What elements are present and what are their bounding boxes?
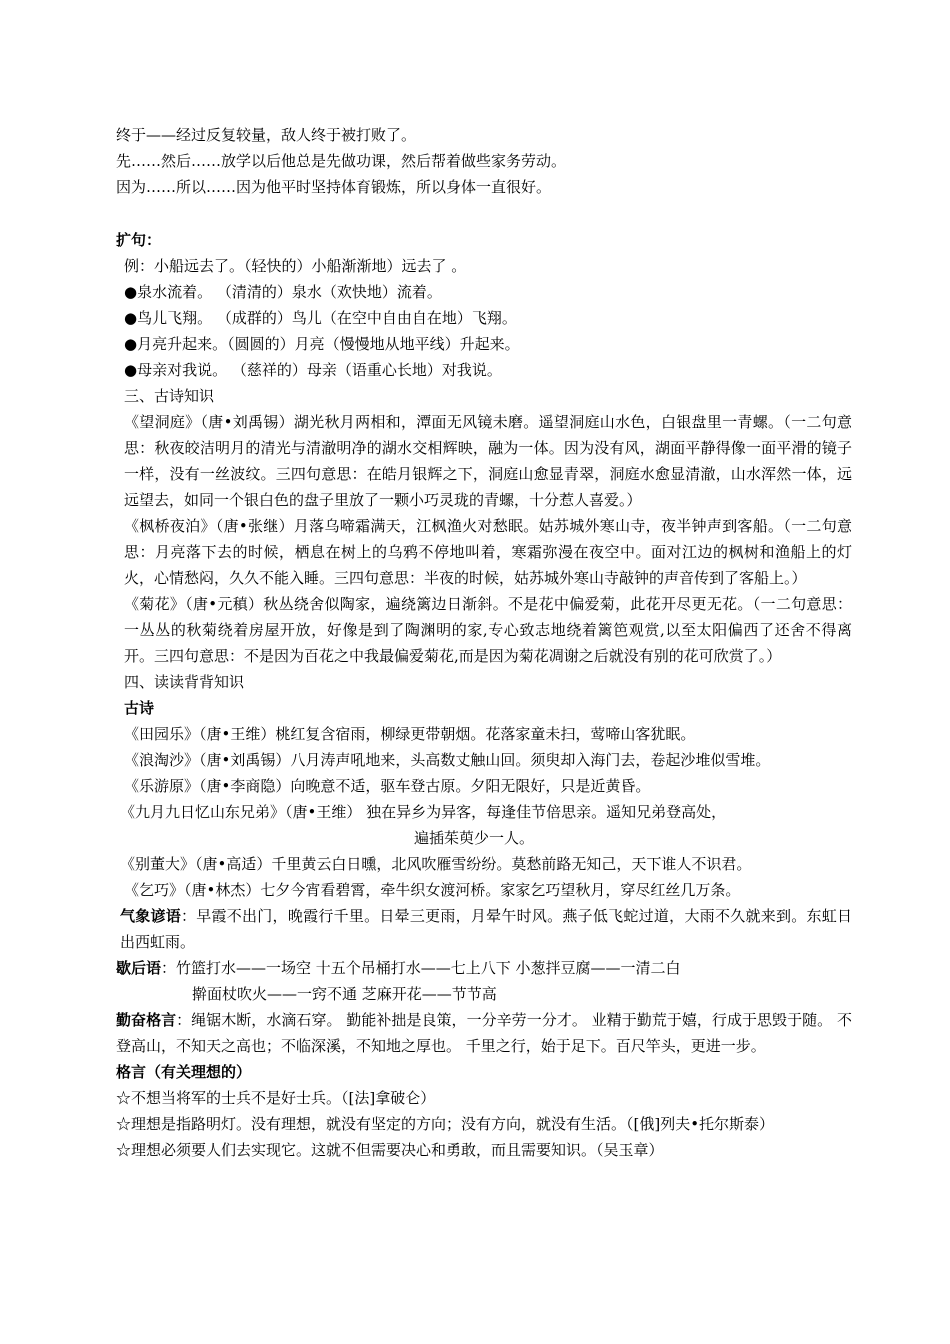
xiehou-text: ：竹篮打水——一场空 十五个吊桶打水——七上八下 小葱拌豆腐——一清二白 [161, 959, 681, 977]
kuoju-item: ●鸟儿飞翔。 （成群的）鸟儿（在空中自由自在地）飞翔。 [124, 309, 517, 327]
poem-line: 《乐游原》（唐•李商隐）向晚意不适，驱车登古原。夕阳无限好，只是近黄昏。 [124, 777, 651, 795]
qixiang-label: 气象谚语 [120, 907, 182, 925]
text-line: 终于——经过反复较量，敌人终于被打败了。 [116, 126, 417, 144]
text-line: 先……然后……放学以后他总是先做功课，然后帮着做些家务劳动。 [116, 152, 567, 170]
poem-line: 《乞巧》（唐•林杰）七夕今宵看碧霄，牵牛织女渡河桥。家家乞巧望秋月，穿尽红丝几万条。 [124, 881, 741, 899]
section-heading: 四、读读背背知识 [124, 673, 245, 691]
poem-paragraph: 《菊花》（唐•元稹）秋丛绕舍似陶家，遍绕篱边日渐斜。不是花中偏爱菊，此花开尽更无花。（一二句意思：一丛丛的秋菊绕着房屋开放，好像是到了陶渊明的家,专心致志地绕着篱笆观赏,以至太阳偏西了还舍不得离开。三四句意思：不是因为百花之中我最偏爱菊花,而是因为菊花凋谢之后就没有别的花可欣赏了。） [124, 595, 852, 665]
geyan-label: 格言（有关理想的） [116, 1063, 252, 1081]
qinfen-label: 勤奋格言 [116, 1011, 177, 1029]
qixiang-text: ：早霞不出门，晚霞行千里。日晕三更雨，月晕午时风。燕子低飞蛇过道，大雨不久就来到。东虹日出西虹雨。 [120, 907, 852, 951]
xiehou-line: 擀面杖吹火——一窍不通 芝麻开花——节节高 [192, 985, 497, 1003]
kuoju-item: ●母亲对我说。 （慈祥的）母亲（语重心长地）对我说。 [124, 361, 502, 379]
geyan-item: ☆理想必须要人们去实现它。这就不但需要决心和勇敢，而且需要知识。（吴玉章） [116, 1141, 664, 1159]
poem-line-continued: 遍插茱萸少一人。 [414, 829, 535, 847]
kuoju-item: ●月亮升起来。（圆圆的）月亮（慢慢地从地平线）升起来。 [124, 335, 520, 353]
kuoju-example: 例：小船远去了。（轻快的）小船渐渐地）远去了 。 [124, 257, 467, 275]
gushi-label: 古诗 [124, 699, 155, 717]
xiehou-line [116, 955, 852, 981]
geyan-item: ☆理想是指路明灯。没有理想，就没有坚定的方向；没有方向，就没有生活。（[俄]列夫•托尔斯泰） [116, 1115, 775, 1133]
qinfen-text: ：绳锯木断，水滴石穿。 勤能补拙是良策，一分辛劳一分才。 业精于勤荒于嬉，行成于思毁于随。 不登高山，不知天之高也；不临深溪，不知地之厚也。 千里之行，始于足下。百尺竿头，更进一步。 [116, 1011, 852, 1055]
text-line: 因为……所以……因为他平时坚持体育锻炼，所以身体一直很好。 [116, 178, 552, 196]
kuoju-item: ●泉水流着。 （清清的）泉水（欢快地）流着。 [124, 283, 442, 301]
spacer [116, 200, 852, 227]
poem-line: 《浪淘沙》（唐•刘禹锡）八月涛声吼地来，头高数丈触山回。须臾却入海门去，卷起沙堆似雪堆。 [124, 751, 771, 769]
poem-line: 《别董大》（唐•高适）千里黄云白日曛，北风吹雁雪纷纷。莫愁前路无知己，天下谁人不识君。 [120, 855, 752, 873]
qinfen-paragraph [116, 1007, 852, 1059]
poem-paragraph: 《枫桥夜泊》（唐•张继）月落乌啼霜满天，江枫渔火对愁眠。姑苏城外寒山寺，夜半钟声到客船。（一二句意思：月亮落下去的时候，栖息在树上的乌鸦不停地叫着，寒霜弥漫在夜空中。面对江边的枫树和渔船上的灯火，心情愁闷，久久不能入睡。三四句意思：半夜的时候，姑苏城外寒山寺敲钟的声音传到了客船上。） [124, 517, 852, 587]
section-heading: 三、古诗知识 [124, 387, 215, 405]
geyan-item: ☆不想当将军的士兵不是好士兵。（[法]拿破仑） [116, 1089, 436, 1107]
poem-line: 《九月九日忆山东兄弟》（唐•王维） 独在异乡为异客，每逢佳节倍思亲。遥知兄弟登高处， [120, 803, 727, 821]
kuoju-heading: 扩句： [116, 231, 162, 249]
qixiang-paragraph [116, 903, 852, 955]
poem-line: 《田园乐》（唐•王维）桃红复含宿雨，柳绿更带朝烟。花落家童未扫，莺啼山客犹眠。 [124, 725, 696, 743]
xiehou-label: 歇后语 [116, 959, 162, 977]
poem-paragraph: 《望洞庭》（唐•刘禹锡）湖光秋月两相和，潭面无风镜未磨。遥望洞庭山水色，白银盘里一青螺。（一二句意思：秋夜皎洁明月的清光与清澈明净的湖水交相辉映，融为一体。因为没有风，湖面平静得像一面平滑的镜子一样，没有一丝波纹。三四句意思：在皓月银辉之下，洞庭山愈显青翠，洞庭水愈显清澈，山水浑然一体，远远望去，如同一个银白色的盘子里放了一颗小巧灵珑的青螺，十分惹人喜爱。） [124, 413, 852, 509]
document-page [116, 122, 852, 1163]
